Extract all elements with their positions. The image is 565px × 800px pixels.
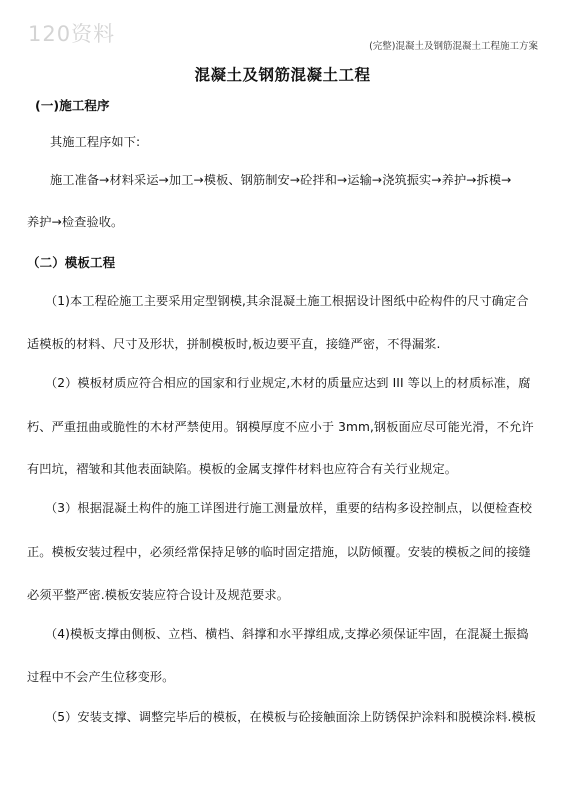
paragraph-line: 其施工程序如下: (50, 135, 141, 149)
paragraph-line: 正。模板安装过程中，必须经常保持足够的临时固定措施，以防倾覆。安装的模板之间的接缝 (27, 545, 531, 559)
header-note: (完整)混凝土及钢筋混凝土工程施工方案 (369, 41, 538, 52)
paragraph-line: （5）安装支撑、调整完毕后的模板，在模板与砼接触面涂上防锈保护涂料和脱模涂料.模板 (45, 710, 537, 724)
page-title: 混凝土及钢筋混凝土工程 (194, 65, 371, 84)
paragraph-line: （3）根据混凝土构件的施工详图进行施工测量放样，重要的结构多设控制点，以便检查校 (45, 501, 533, 515)
paragraph-line: （2）模板材质应符合相应的国家和行业规定,木材的质量应达到 III 等以上的材质标准，腐 (45, 376, 531, 390)
paragraph-line: 适模板的材料、尺寸及形状，拼制模板时,板边要平直，接缝严密，不得漏浆. (27, 337, 441, 351)
paragraph-line: 朽、严重扭曲或脆性的木材严禁使用。钢模厚度不应小于 3mm,钢板面应尽可能光滑，不允许 (27, 420, 534, 434)
paragraph-line: 施工准备→材料采运→加工→模板、钢筋制安→砼拌和→运输→浇筑振实→养护→拆模→ (50, 173, 512, 187)
paragraph-line: 过程中不会产生位移变形。 (27, 670, 175, 684)
watermark: 120资料 (28, 22, 116, 46)
section-heading: （二）模板工程 (27, 255, 116, 270)
paragraph-line: 养护→检查验收。 (27, 215, 124, 229)
paragraph-line: 必须平整严密.模板安装应符合设计及规范要求。 (27, 588, 290, 602)
paragraph-line: （4)模板支撑由侧板、立档、横档、斜撑和水平撑组成,支撑必须保证牢固，在混凝土振捣 (45, 627, 529, 641)
section-heading: (一)施工程序 (35, 98, 110, 113)
paragraph-line: 有凹坑，褶皱和其他表面缺陷。模板的金属支撑件材料也应符合有关行业规定。 (27, 462, 458, 476)
paragraph-line: （1)本工程砼施工主要采用定型钢模,其余混凝土施工根据设计图纸中砼构件的尺寸确定合 (45, 294, 529, 308)
